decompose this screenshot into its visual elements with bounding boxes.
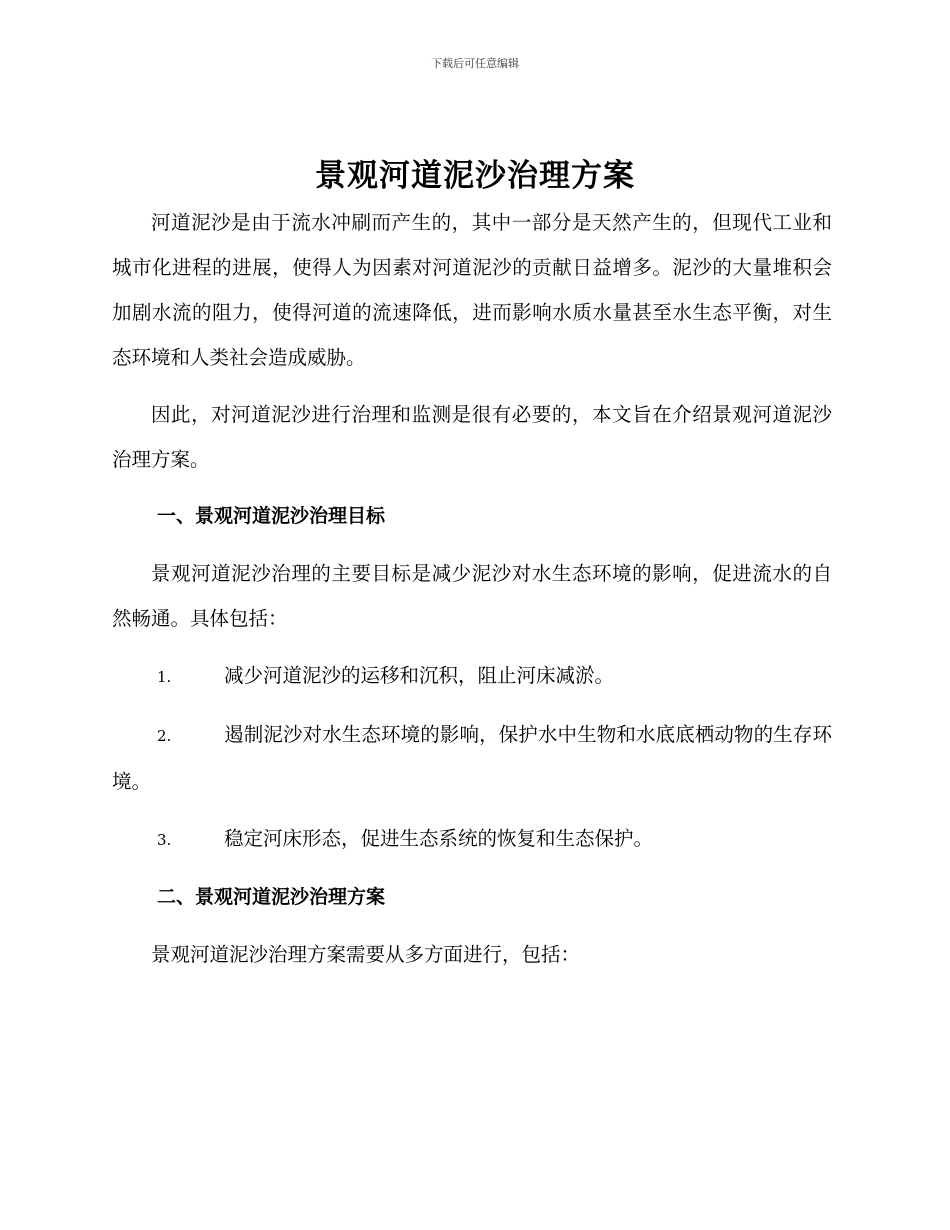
page-header-note: 下载后可任意编辑 [431,57,519,70]
list-item-number: 1. [157,668,172,686]
section-1-heading: 一、景观河道泥沙治理目标 [157,505,386,527]
list-item-number: 3. [157,831,172,849]
intro-paragraph-2: 因此，对河道泥沙进行治理和监测是很有必要的，本文旨在介绍景观河道泥沙治理方案。 [112,403,832,471]
intro-paragraph-1: 河道泥沙是由于流水冲刷而产生的，其中一部分是天然产生的，但现代工业和城市化进程的进展，使得人为因素对河道泥沙的贡献日益增多。泥沙的大量堆积会加剧水流的阻力，使得河道的流速降低，进而影响水质水量甚至水生态平衡，对生态环境和人类社会造成威胁。 [112,211,832,369]
section-1-paragraph: 景观河道泥沙治理的主要目标是减少泥沙对水生态环境的影响，促进流水的自然畅通。具体包括： [112,562,832,630]
document-body [112,200,832,977]
list-item-number: 2. [157,727,172,745]
section-2-paragraph: 景观河道泥沙治理方案需要从多方面进行，包括： [151,943,581,966]
list-item [112,816,832,863]
list-item-text: 减少河道泥沙的运移和沉积，阻止河床减淤。 [224,664,615,687]
section-2-heading: 二、景观河道泥沙治理方案 [157,886,386,908]
list-item-text: 遏制泥沙对水生态环境的影响，保护水中生物和水底底栖动物的生存环境。 [112,723,832,793]
list-item [112,653,832,700]
list-item [112,712,832,804]
list-item-text: 稳定河床形态，促进生态系统的恢复和生态保护。 [224,827,654,850]
document-title: 景观河道泥沙治理方案 [315,158,635,194]
